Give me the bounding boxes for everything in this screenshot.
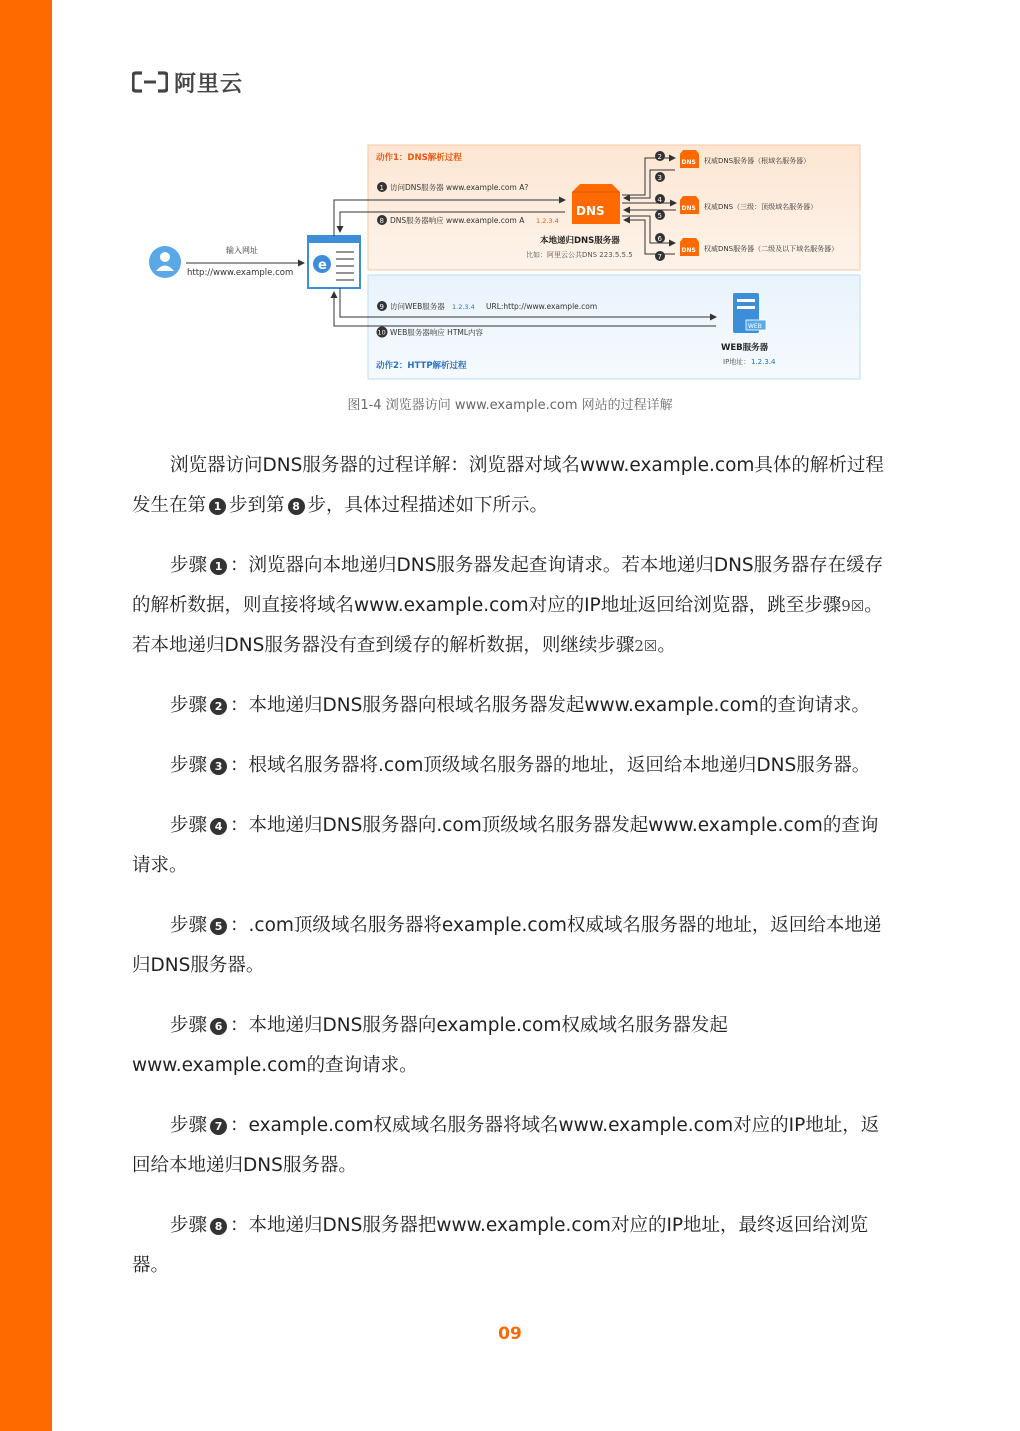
- step5-paragraph: [132, 906, 892, 986]
- step8-ip: 1.2.3.4: [536, 217, 559, 225]
- dns-process-diagram: [140, 140, 862, 386]
- missing-glyph-icon: ☒: [643, 637, 658, 655]
- step3-badge-num: 3: [657, 174, 662, 182]
- step8-label: DNS服务器响应 www.example.com A: [390, 216, 525, 225]
- step7-text: ：example.com权威域名服务器将域名www.example.com对应的IP地址，返回给本地递归DNS服务器。: [132, 1115, 880, 1176]
- web-server-title: WEB服务器: [721, 343, 769, 353]
- web-server-slot-1: [737, 299, 755, 302]
- intro-text-b: 步到第: [229, 495, 285, 516]
- user-url-label: http://www.example.com: [187, 268, 294, 278]
- step4-text: ：本地递归DNS服务器向.com顶级域名服务器发起www.example.com的查询请求。: [132, 815, 879, 876]
- step-prefix: 步骤: [170, 755, 208, 776]
- root-server-icon-label: DNS: [681, 159, 696, 166]
- step8-paragraph: [132, 1206, 892, 1286]
- section1-title: 动作1：DNS解析过程: [376, 153, 462, 163]
- section2-title: 动作2：HTTP解析过程: [376, 361, 467, 371]
- auth-server-label: 权威DNS服务器（二级及以下域名服务器）: [704, 245, 839, 253]
- step-prefix: 步骤: [170, 1215, 208, 1236]
- step1-label: 访问DNS服务器 www.example.com A?: [390, 183, 529, 192]
- step-prefix: 步骤: [170, 555, 208, 576]
- step-prefix: 步骤: [170, 1115, 208, 1136]
- step8-badge-num: 8: [379, 217, 384, 225]
- step2-paragraph: [132, 686, 892, 726]
- step3-paragraph: [132, 746, 892, 786]
- step-number-badge: 3: [210, 758, 227, 775]
- step9-badge-num: 9: [379, 303, 384, 311]
- intro-paragraph: [132, 446, 892, 526]
- logo-text: 阿里云: [174, 71, 244, 97]
- step1-text-a: ：浏览器向本地递归DNS服务器发起查询请求。若本地递归DNS服务器存在缓存的解析数据，则直接将域名www.example.com对应的IP地址返回给浏览器，跳至步骤: [132, 555, 884, 616]
- step-prefix: 步骤: [170, 815, 208, 836]
- step-prefix: 步骤: [170, 915, 208, 936]
- web-server-ip: 1.2.3.4: [751, 358, 776, 366]
- step10-badge-num: 10: [377, 328, 386, 337]
- step-number-badge: 6: [210, 1018, 227, 1035]
- intro-text-c: 步，具体过程描述如下所示。: [307, 495, 549, 516]
- step-number-badge: 7: [210, 1118, 227, 1135]
- brand-logo: [132, 66, 243, 98]
- step-ref-9: 9: [841, 597, 851, 615]
- step-number-badge: 4: [210, 818, 227, 835]
- browser-logo-letter: e: [318, 258, 327, 273]
- step2-badge-num: 2: [657, 153, 662, 161]
- local-dns-icon-label: DNS: [576, 204, 605, 218]
- step1-text-b: 。若本地递归DNS服务器没有查到缓存的解析数据，则继续步骤: [132, 595, 883, 656]
- step-number-badge: 8: [288, 498, 305, 515]
- step-ref-2: 2: [634, 637, 644, 655]
- step7-badge-num: 7: [657, 253, 662, 261]
- figure-caption: 图1-4 浏览器访问 www.example.com 网站的过程详解: [347, 398, 673, 413]
- auth-server-icon-label: DNS: [681, 247, 696, 254]
- step-number-badge: 1: [210, 558, 227, 575]
- web-server-slot-2: [737, 306, 755, 309]
- step8-text: ：本地递归DNS服务器把www.example.com对应的IP地址，最终返回给浏览器。: [132, 1215, 869, 1276]
- step1-paragraph: [132, 546, 892, 666]
- step-prefix: 步骤: [170, 1015, 208, 1036]
- step1-badge-num: 1: [379, 184, 384, 192]
- article-body: [132, 446, 892, 1306]
- user-input-label: 输入网址: [226, 246, 258, 255]
- missing-glyph-icon: ☒: [850, 597, 865, 615]
- step-number-badge: 1: [209, 498, 226, 515]
- local-dns-title: 本地递归DNS服务器: [540, 236, 620, 246]
- tld-server-label: 权威DNS（三级：顶级域名服务器）: [704, 203, 818, 211]
- step5-text: ：.com顶级域名服务器将example.com权威域名服务器的地址，返回给本地递归DNS服务器。: [132, 915, 882, 976]
- step9-ip: 1.2.3.4: [452, 303, 475, 311]
- step4-paragraph: [132, 806, 892, 886]
- page-number: 09: [498, 1324, 522, 1344]
- aliyun-logo-icon: [132, 71, 168, 93]
- step2-text: ：本地递归DNS服务器向根域名服务器发起www.example.com的查询请求。: [230, 695, 870, 716]
- step5-badge-num: 5: [657, 212, 662, 220]
- intro-text-a: 浏览器访问DNS服务器的过程详解：浏览器对域名www.example.com具体的解析过程发生在第: [132, 455, 884, 516]
- step10-label: WEB服务器响应 HTML内容: [390, 328, 484, 337]
- step9-label: 访问WEB服务器: [390, 302, 445, 311]
- step4-badge-num: 4: [657, 196, 662, 204]
- local-dns-subtitle: 比如：阿里云公共DNS 223.5.5.5: [526, 251, 633, 259]
- web-badge-label: WEB: [748, 323, 762, 330]
- step3-text: ：根域名服务器将.com顶级域名服务器的地址，返回给本地递归DNS服务器。: [230, 755, 871, 776]
- step-prefix: 步骤: [170, 695, 208, 716]
- root-server-label: 权威DNS服务器（根域名服务器）: [704, 157, 811, 165]
- step9-url: URL:http://www.example.com: [486, 302, 598, 311]
- step6-badge-num: 6: [657, 235, 662, 243]
- step6-paragraph: [132, 1006, 892, 1086]
- browser-titlebar-shape: [308, 236, 360, 243]
- step1-text-c: 。: [657, 635, 676, 656]
- side-accent-bar: [0, 0, 52, 1431]
- user-head-shape: [160, 252, 170, 262]
- step-number-badge: 8: [210, 1218, 227, 1235]
- step-number-badge: 5: [210, 918, 227, 935]
- web-server-ip-label: IP地址：: [723, 358, 751, 366]
- tld-server-icon-label: DNS: [681, 205, 696, 212]
- step-number-badge: 2: [210, 698, 227, 715]
- step6-text: ：本地递归DNS服务器向example.com权威域名服务器发起www.example.com的查询请求。: [132, 1015, 728, 1076]
- step7-paragraph: [132, 1106, 892, 1186]
